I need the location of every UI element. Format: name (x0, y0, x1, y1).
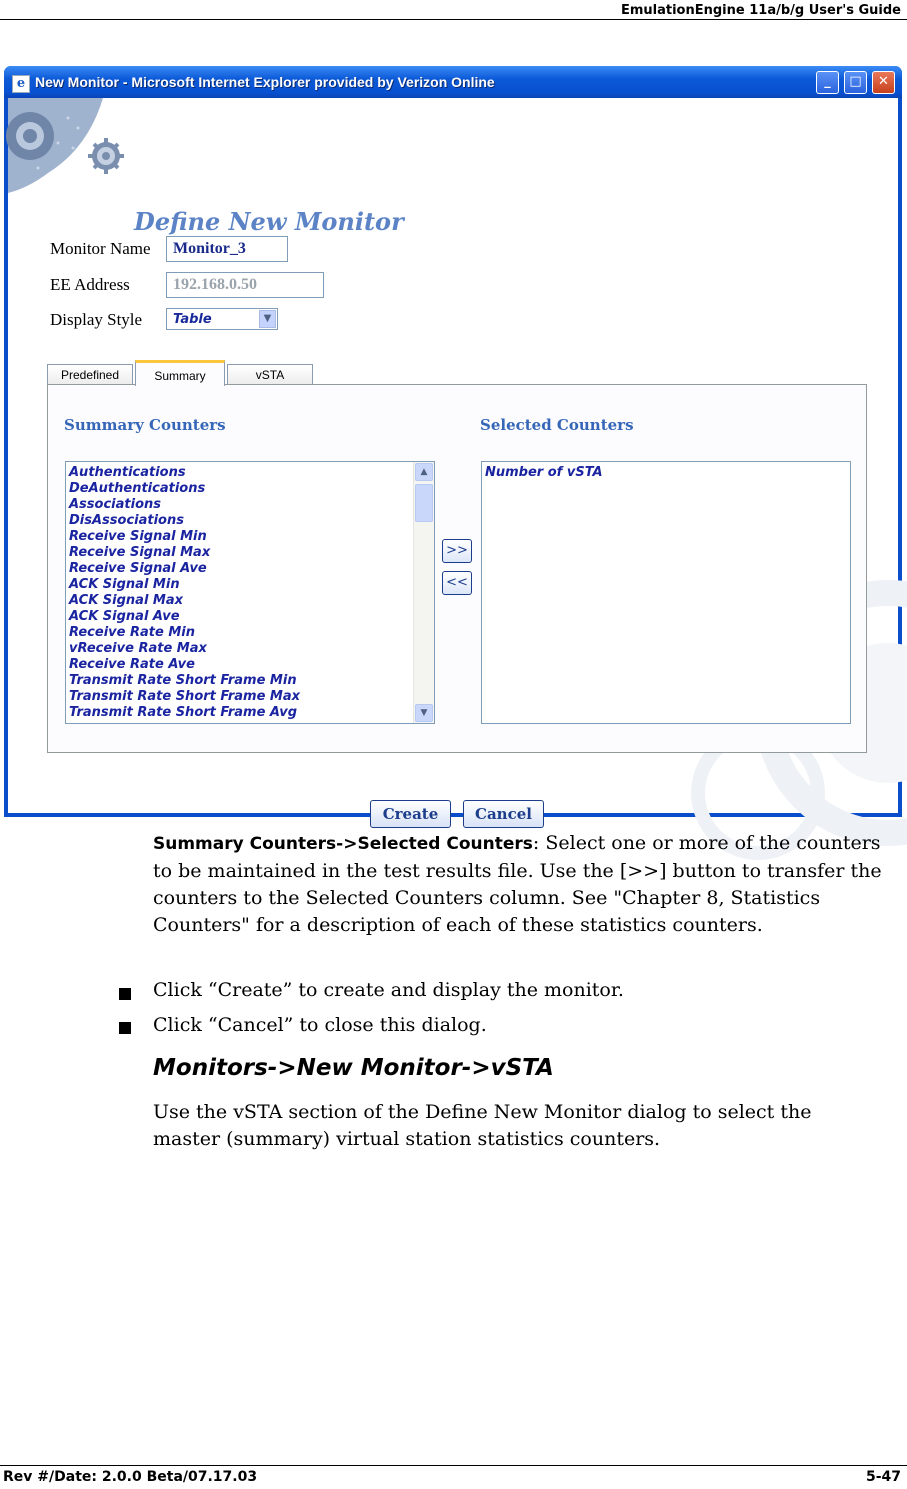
dialog-content (8, 98, 898, 823)
list-item[interactable]: Transmit Rate Short Frame Max (69, 689, 301, 704)
footer-rule (0, 1465, 907, 1466)
paragraph-text: : Select one or more of the counters to be maintained in the test results file. Use the [>>] button to transfer the counters to the Selected Counters column. See "Chapter 8, Statistics Counters" for a description of each of these statistics counters. (153, 832, 882, 936)
list-item[interactable]: Receive Signal Min (69, 529, 207, 544)
summary-counters-heading: Summary Counters (64, 416, 226, 434)
display-style-value: Table (173, 312, 212, 327)
header-rule (0, 19, 907, 20)
summary-counters-items (69, 465, 300, 721)
minimize-button[interactable]: _ (816, 71, 839, 94)
add-counter-button[interactable]: >> (442, 539, 472, 563)
list-item[interactable]: DisAssociations (69, 513, 184, 528)
summary-counters-list[interactable] (65, 461, 435, 724)
bullet-icon (119, 1022, 131, 1034)
list-item[interactable]: DeAuthentications (69, 481, 206, 496)
summary-list-scrollbar[interactable] (413, 462, 434, 723)
monitor-name-label: Monitor Name (50, 239, 151, 258)
selected-counters-heading: Selected Counters (480, 416, 634, 434)
selected-counters-items (485, 465, 603, 481)
window-title: New Monitor - Microsoft Internet Explorer provided by Verizon Online (35, 74, 495, 90)
browser-window (4, 66, 902, 823)
list-item[interactable]: Receive Rate Ave (69, 657, 195, 672)
display-style-label: Display Style (50, 310, 143, 329)
bullet-icon (119, 988, 131, 1000)
section-paragraph: Use the vSTA section of the Define New Monitor dialog to select the master (summary) virtual station statistics counters. (153, 1101, 812, 1150)
list-item[interactable]: Associations (69, 497, 161, 512)
display-style-select[interactable] (166, 308, 278, 330)
tab-predefined[interactable]: Predefined (47, 364, 133, 385)
list-item[interactable]: Receive Rate Min (69, 625, 195, 640)
scroll-up-icon[interactable]: ▲ (415, 463, 433, 481)
remove-counter-button[interactable]: << (442, 571, 472, 595)
chevron-down-icon[interactable]: ▼ (259, 310, 276, 328)
create-button[interactable]: Create (370, 800, 451, 828)
paragraph-label: Summary Counters->Selected Counters (153, 834, 533, 854)
footer-page-number: 5-47 (865, 1469, 901, 1485)
scroll-down-icon[interactable]: ▼ (415, 704, 433, 722)
list-item[interactable]: ACK Signal Ave (69, 609, 180, 624)
window-titlebar[interactable] (4, 66, 902, 98)
list-item[interactable]: Transmit Rate Short Frame Min (69, 673, 297, 688)
tab-summary[interactable]: Summary (135, 360, 225, 386)
maximize-button[interactable]: □ (844, 71, 867, 94)
dialog-heading: Define New Monitor (134, 207, 404, 236)
summary-counters-paragraph (153, 830, 883, 939)
list-item[interactable]: Authentications (69, 465, 186, 480)
ee-address-input[interactable]: 192.168.0.50 (166, 272, 324, 298)
list-item[interactable]: Transmit Rate Short Frame Avg (69, 705, 298, 720)
close-button[interactable]: ✕ (872, 71, 895, 94)
bullet-create: Click “Create” to create and display the monitor. (153, 979, 624, 1001)
cancel-button[interactable]: Cancel (463, 800, 544, 828)
section-heading: Monitors->New Monitor->vSTA (153, 1055, 554, 1081)
selected-counters-list[interactable] (481, 461, 851, 724)
tab-vsta[interactable]: vSTA (227, 364, 313, 385)
list-item[interactable]: vReceive Rate Max (69, 641, 207, 656)
list-item[interactable]: ACK Signal Min (69, 577, 180, 592)
summary-tab-panel (47, 384, 867, 753)
gears-logo-icon (8, 98, 148, 228)
ee-address-label: EE Address (50, 275, 130, 294)
list-item[interactable]: Number of vSTA (485, 465, 603, 480)
footer-revision: Rev #/Date: 2.0.0 Beta/07.17.03 (3, 1469, 258, 1485)
page-header: EmulationEngine 11a/b/g User's Guide (620, 3, 901, 18)
monitor-name-input[interactable]: Monitor_3 (166, 236, 288, 262)
list-item[interactable]: Receive Signal Ave (69, 561, 207, 576)
ie-icon: e (12, 75, 30, 93)
list-item[interactable]: Receive Signal Max (69, 545, 211, 560)
bullet-cancel: Click “Cancel” to close this dialog. (153, 1014, 487, 1036)
scroll-thumb[interactable] (415, 484, 433, 522)
list-item[interactable]: ACK Signal Max (69, 593, 184, 608)
